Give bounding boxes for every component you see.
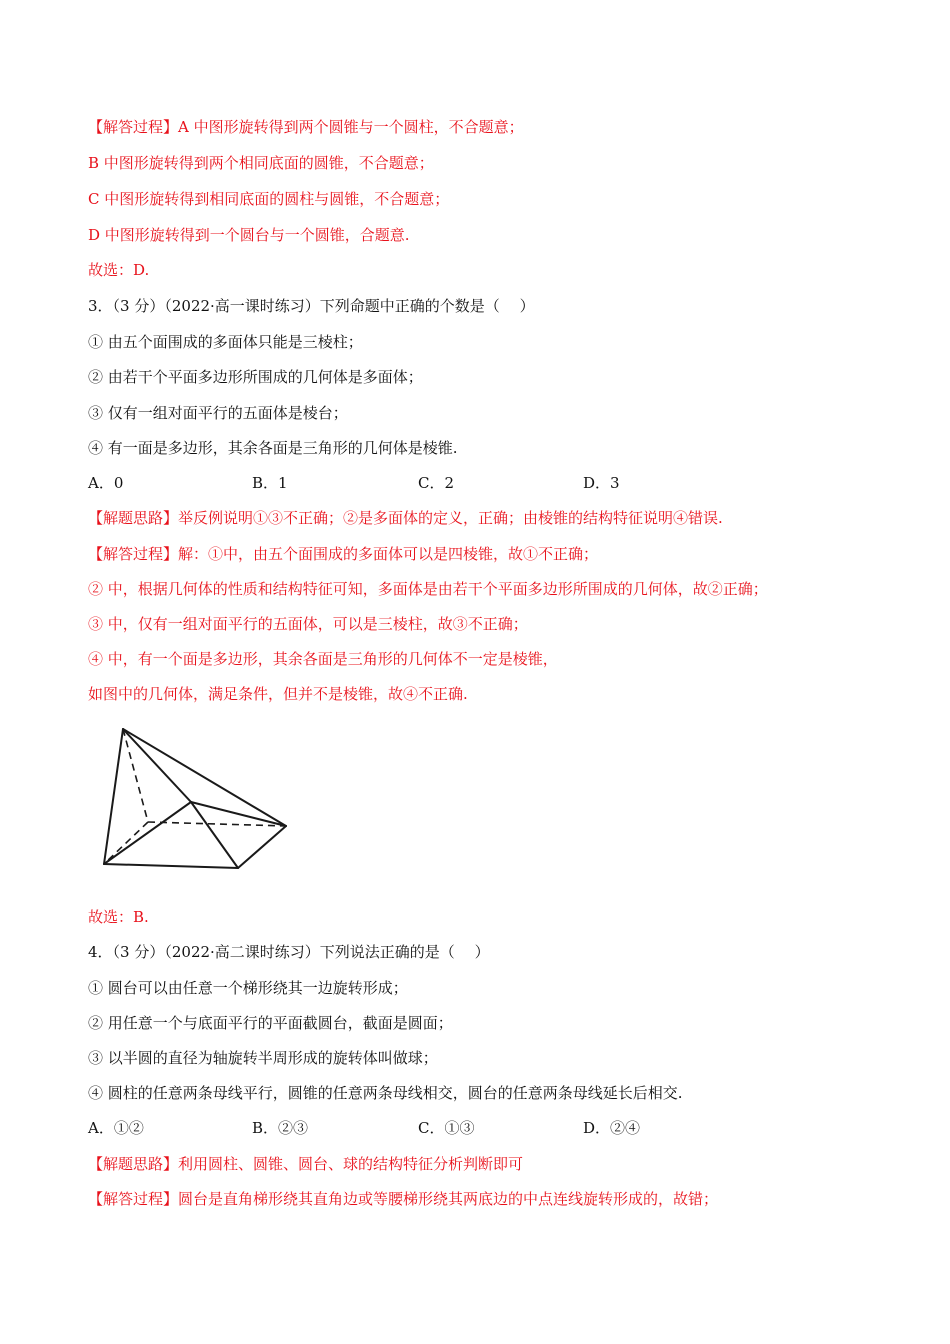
q4-statement-3: ③ 以半圆的直径为轴旋转半周形成的旋转体叫做球； — [88, 1049, 438, 1067]
q3-stem: 3．（3 分）（2022·高一课时练习）下列命题中正确的个数是（ ） — [88, 297, 535, 315]
q3-answer: 故选：B. — [88, 908, 149, 926]
q4-statement-1: ① 圆台可以由任意一个梯形绕其一边旋转形成； — [88, 979, 408, 997]
q4-option-d: D．②④ — [583, 1119, 641, 1137]
q3-statement-3: ③ 仅有一组对面平行的五面体是棱台； — [88, 404, 348, 422]
q3-statement-4: ④ 有一面是多边形，其余各面是三角形的几何体是棱锥. — [88, 439, 458, 457]
q3-process-line5: 如图中的几何体，满足条件，但并不是棱锥，故④不正确. — [88, 685, 468, 703]
q4-statement-4: ④ 圆柱的任意两条母线平行，圆锥的任意两条母线相交，圆台的任意两条母线延长后相交. — [88, 1084, 683, 1102]
q4-option-b: B．②③ — [252, 1119, 309, 1137]
q3-option-a: A．0 — [88, 474, 124, 492]
q4-idea: 【解题思路】利用圆柱、圆锥、圆台、球的结构特征分析判断即可 — [88, 1155, 524, 1173]
q2-process-line4: D 中图形旋转得到一个圆台与一个圆锥，合题意. — [88, 226, 410, 244]
figure-edge — [104, 802, 191, 864]
q3-statement-2: ② 由若干个平面多边形所围成的几何体是多面体； — [88, 368, 423, 386]
q4-option-c: C．①③ — [418, 1119, 475, 1137]
q3-process-line1: 【解答过程】解：①中，由五个面围成的多面体可以是四棱锥，故①不正确； — [88, 545, 599, 563]
q4-stem: 4．（3 分）（2022·高二课时练习）下列说法正确的是（ ） — [88, 943, 490, 961]
q3-option-c: C．2 — [418, 474, 455, 492]
q3-process-line2: ② 中，根据几何体的性质和结构特征可知，多面体是由若干个平面多边形所围成的几何体，故②正确； — [88, 580, 768, 598]
figure-edge — [123, 729, 286, 826]
figure-hidden-edge — [104, 822, 148, 864]
q4-option-a: A．①② — [88, 1119, 144, 1137]
q2-answer: 故选：D. — [88, 261, 150, 279]
q2-process-line3: C 中图形旋转得到相同底面的圆柱与圆锥，不合题意； — [88, 190, 450, 208]
q4-process-line1: 【解答过程】圆台是直角梯形绕其直角边或等腰梯形绕其两底边的中点连线旋转形成的，故错； — [88, 1190, 719, 1208]
q3-option-d: D．3 — [583, 474, 620, 492]
figure-edge — [104, 864, 238, 868]
figure-edge — [238, 826, 286, 868]
q3-idea: 【解题思路】举反例说明①③不正确；②是多面体的定义，正确；由棱锥的结构特征说明④错误. — [88, 509, 723, 527]
figure-edge — [104, 729, 123, 864]
q3-option-b: B．1 — [252, 474, 288, 492]
q3-process-line4: ④ 中，有一个面是多边形，其余各面是三角形的几何体不一定是棱锥， — [88, 650, 558, 668]
q3-process-line3: ③ 中，仅有一组对面平行的五面体，可以是三棱柱，故③不正确； — [88, 615, 528, 633]
q4-statement-2: ② 用任意一个与底面平行的平面截圆台，截面是圆面； — [88, 1014, 453, 1032]
figure-hidden-edge — [148, 822, 286, 826]
q2-process-line1: 【解答过程】A 中图形旋转得到两个圆锥与一个圆柱，不合题意； — [88, 118, 524, 136]
q3-statement-1: ① 由五个面围成的多面体只能是三棱柱； — [88, 333, 363, 351]
q2-process-line2: B 中图形旋转得到两个相同底面的圆锥，不合题意； — [88, 154, 434, 172]
polyhedron-figure — [98, 724, 298, 874]
